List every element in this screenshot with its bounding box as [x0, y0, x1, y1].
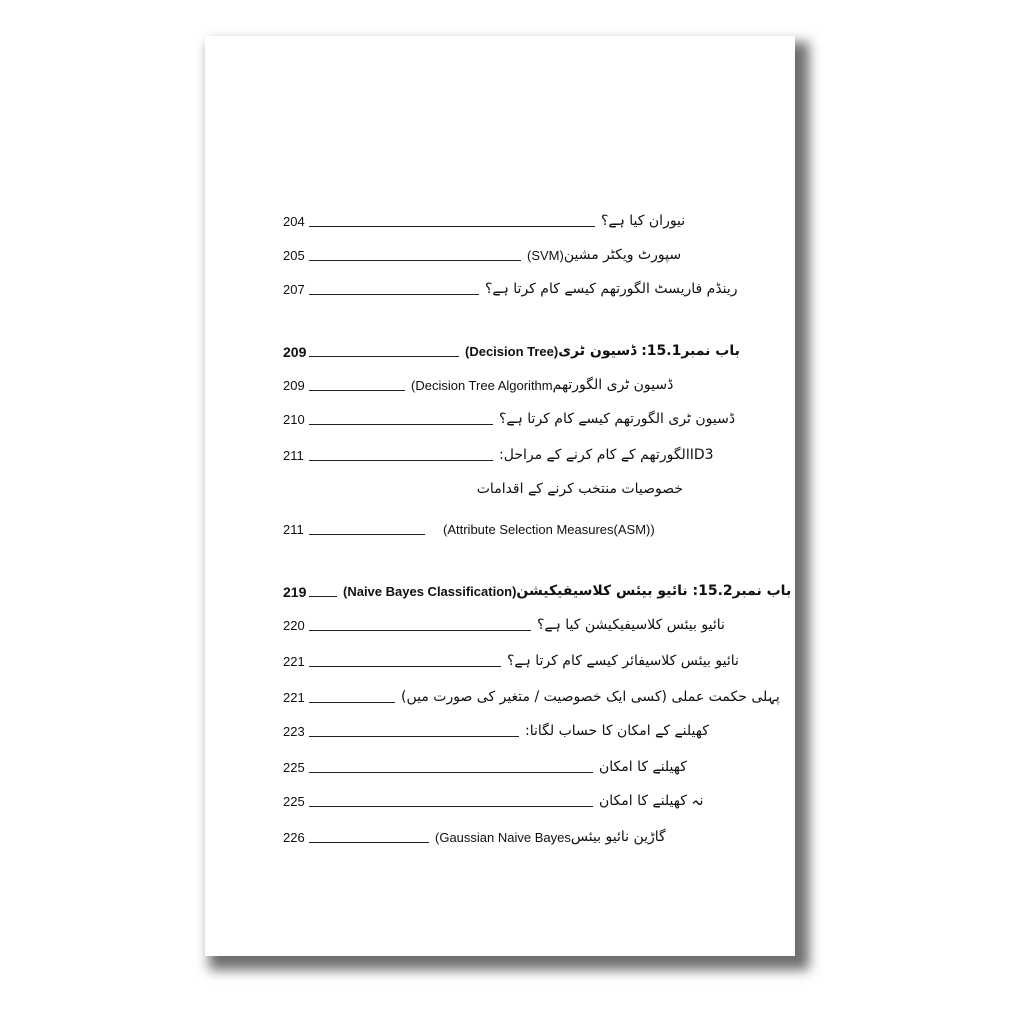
- toc-entry: [283, 268, 738, 298]
- toc-page-number: 211: [283, 522, 304, 537]
- toc-chapter-heading: [283, 330, 740, 360]
- toc-entry: [283, 604, 725, 634]
- toc-leader-line: [309, 260, 521, 261]
- toc-entry: [283, 234, 683, 264]
- toc-english-title: (Decision Tree Algorithm: [411, 378, 553, 393]
- toc-urdu-title: ڈسیون ٹری الگورتھم کیسے کام کرتا ہے؟: [499, 411, 736, 427]
- toc-page-number: 209: [283, 378, 305, 393]
- toc-english-title: (Attribute Selection Measures(ASM)): [443, 522, 655, 537]
- toc-leader-line: [309, 226, 595, 227]
- toc-page-number: 207: [283, 282, 305, 297]
- toc-urdu-title: باب نمبر15.2: نائیو بیئس کلاسیفیکیشن: [516, 583, 792, 599]
- toc-entry: [283, 508, 683, 538]
- table-of-contents: [205, 36, 795, 956]
- toc-entry-continuation: [283, 468, 683, 498]
- toc-urdu-title: نیوران کیا ہے؟: [601, 213, 686, 229]
- toc-entry: [283, 200, 686, 230]
- toc-leader-line: [309, 630, 531, 631]
- toc-page-number: 205: [283, 248, 305, 263]
- toc-page-number: 221: [283, 654, 305, 669]
- toc-page-number: 221: [283, 690, 305, 705]
- toc-leader-line: [309, 390, 405, 391]
- toc-english-title: (Naive Bayes Classification): [343, 584, 517, 599]
- toc-leader-line: [309, 294, 479, 295]
- toc-urdu-title: نائیو بیئس کلاسیفائر کیسے کام کرتا ہے؟: [507, 653, 739, 669]
- toc-page-number: 220: [283, 618, 305, 633]
- toc-leader-line: [309, 424, 493, 425]
- toc-urdu-title: کھیلنے کا امکان: [599, 759, 687, 775]
- toc-urdu-title: نہ کھیلنے کا امکان: [599, 793, 704, 809]
- toc-entry: [283, 364, 683, 394]
- toc-page-number: 211: [283, 448, 304, 463]
- toc-leader-line: [309, 736, 519, 737]
- toc-leader-line: [309, 842, 429, 843]
- toc-urdu-title: گاڑین نائیو بیئس: [570, 829, 666, 845]
- toc-leader-line: [309, 772, 593, 773]
- toc-urdu-title: ID3الگورتھم کے کام کرنے کے مراحل:: [499, 447, 714, 463]
- toc-leader-line: [309, 702, 395, 703]
- toc-entry: [283, 746, 687, 776]
- toc-entry: [283, 780, 704, 810]
- toc-chapter-heading: [283, 570, 792, 600]
- toc-english-title: (Gaussian Naive Bayes: [435, 830, 571, 845]
- toc-urdu-title: رینڈم فاریسٹ الگورتھم کیسے کام کرتا ہے؟: [485, 281, 738, 297]
- toc-entry: [283, 676, 780, 706]
- toc-leader-line: [309, 806, 593, 807]
- toc-leader-line: [309, 666, 501, 667]
- toc-urdu-title: ڈسیون ٹری الگورتھم: [552, 377, 674, 393]
- toc-page-number: 223: [283, 724, 305, 739]
- toc-entry: [283, 816, 683, 846]
- toc-entry: [283, 398, 736, 428]
- toc-page-number: 226: [283, 830, 305, 845]
- toc-leader-line: [309, 596, 337, 597]
- toc-entry: [283, 434, 714, 464]
- toc-page-number: 210: [283, 412, 305, 427]
- toc-leader-line: [309, 534, 425, 535]
- toc-english-title: (Decision Tree): [465, 344, 559, 359]
- toc-page-number: 219: [283, 584, 307, 600]
- toc-urdu-title: نائیو بیئس کلاسیفیکیشن کیا ہے؟: [537, 617, 725, 633]
- toc-english-title: (SVM): [527, 248, 564, 263]
- toc-page-number: 204: [283, 214, 305, 229]
- toc-page-number: 225: [283, 794, 305, 809]
- toc-urdu-title: کھیلنے کے امکان کا حساب لگانا:: [525, 723, 709, 739]
- toc-entry: [283, 640, 739, 670]
- toc-urdu-title: پہلی حکمت عملی (کسی ایک خصوصیت / متغیر کی صورت میں): [401, 689, 780, 705]
- toc-urdu-title: خصوصیات منتخب کرنے کے اقدامات: [476, 481, 683, 497]
- toc-urdu-title: باب نمبر15.1: ڈسیون ٹری: [558, 343, 740, 359]
- book-page: [205, 36, 795, 956]
- toc-entry: [283, 710, 709, 740]
- toc-page-number: 209: [283, 344, 307, 360]
- toc-page-number: 225: [283, 760, 305, 775]
- toc-leader-line: [309, 460, 493, 461]
- toc-urdu-title: سپورٹ ویکٹر مشین: [563, 247, 682, 263]
- toc-leader-line: [309, 356, 459, 357]
